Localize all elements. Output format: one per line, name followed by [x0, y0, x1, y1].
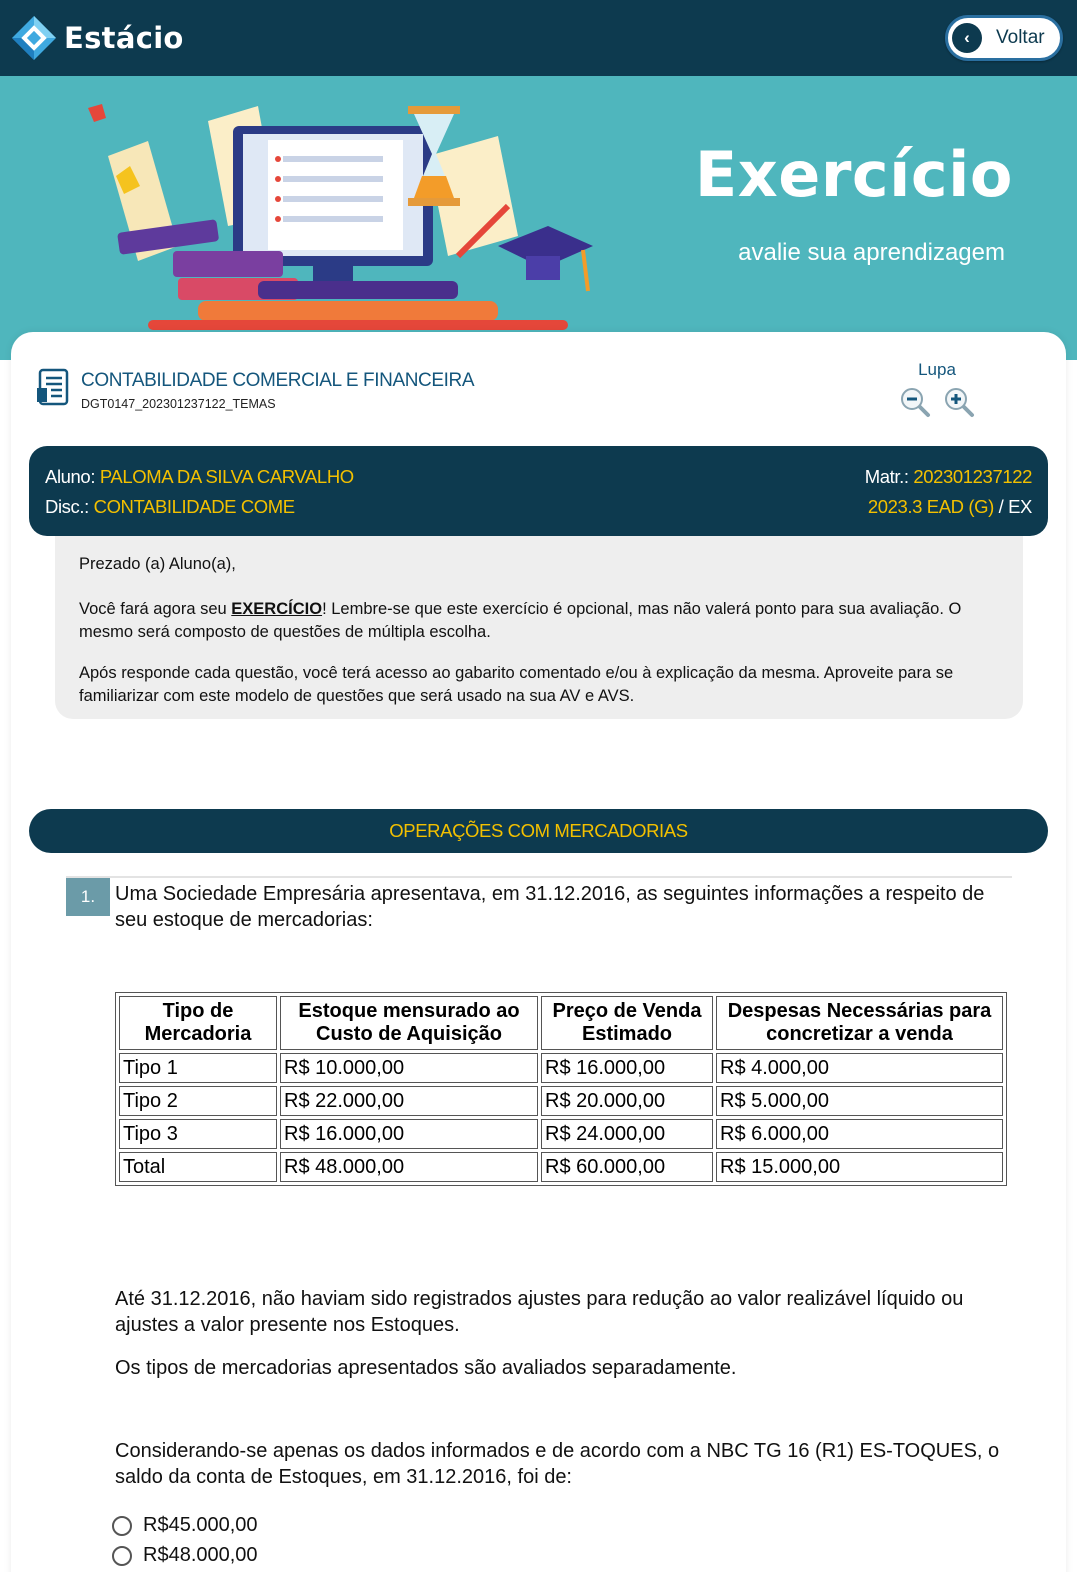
- hero-banner: [0, 76, 1077, 360]
- registration-number: 202301237122: [913, 466, 1032, 487]
- radio-button[interactable]: [112, 1516, 132, 1536]
- table-cell: R$ 15.000,00: [716, 1152, 1003, 1182]
- answer-option-a[interactable]: [112, 1514, 258, 1537]
- document-list-icon: [37, 368, 69, 406]
- zoom-controls: [892, 360, 982, 418]
- term-suffix: / EX: [998, 496, 1032, 517]
- answer-option-label: R$48.000,00: [143, 1544, 258, 1566]
- table-row: [119, 1053, 1003, 1083]
- estacio-logo[interactable]: [10, 14, 184, 62]
- estacio-logo-icon: [10, 14, 58, 62]
- table-row: [119, 1086, 1003, 1116]
- table-cell: R$ 4.000,00: [716, 1053, 1003, 1083]
- chevron-left-icon: ‹: [952, 23, 982, 53]
- table-cell: R$ 24.000,00: [541, 1119, 713, 1149]
- study-illustration: [78, 96, 618, 346]
- table-cell: R$ 20.000,00: [541, 1086, 713, 1116]
- table-header-row: [119, 996, 1003, 1050]
- exercise-emphasis: EXERCÍCIO: [231, 600, 323, 618]
- zoom-in-icon[interactable]: [943, 386, 975, 418]
- back-button[interactable]: [945, 15, 1063, 61]
- table-row: [119, 1152, 1003, 1182]
- table-cell: R$ 16.000,00: [541, 1053, 713, 1083]
- instructions-paragraph-2: Após responde cada questão, você terá acesso ao gabarito comentado e/ou à explicação da mesma. Aproveite para se familiarizar com este modelo de questões que será usado na sua AV e AVS.: [79, 664, 954, 705]
- radio-button[interactable]: [112, 1546, 132, 1566]
- table-row: [119, 1119, 1003, 1149]
- table-cell: R$ 6.000,00: [716, 1119, 1003, 1149]
- question-paragraph-1: Até 31.12.2016, não haviam sido registrados ajustes para redução ao valor realizável líquido ou ajustes a valor presente nos Estoques.: [115, 1288, 964, 1336]
- page-title: Exercício: [694, 138, 1013, 211]
- table-cell: R$ 16.000,00: [280, 1119, 538, 1149]
- table-cell: R$ 10.000,00: [280, 1053, 538, 1083]
- zoom-out-icon[interactable]: [899, 386, 931, 418]
- course-title[interactable]: CONTABILIDADE COMERCIAL E FINANCEIRA: [81, 370, 475, 391]
- table-header: Tipo de Mercadoria: [119, 996, 277, 1050]
- course-header: [37, 368, 475, 411]
- question-divider: [66, 876, 1012, 878]
- table-header: Preço de Venda Estimado: [541, 996, 713, 1050]
- table-cell: R$ 60.000,00: [541, 1152, 713, 1182]
- instructions-paragraph-1: Você fará agora seu EXERCÍCIO! Lembre-se que este exercício é opcional, mas não valerá ponto para sua avaliação. O mesmo será composto de questões de múltipla escolha.: [79, 600, 962, 641]
- table-cell: Tipo 1: [119, 1053, 277, 1083]
- instructions-box: [55, 536, 1023, 719]
- answer-option-b[interactable]: [112, 1544, 258, 1567]
- section-title: OPERAÇÕES COM MERCADORIAS: [29, 809, 1048, 853]
- page-subtitle: avalie sua aprendizagem: [738, 239, 1005, 266]
- term-field: [868, 496, 1032, 518]
- table-cell: R$ 5.000,00: [716, 1086, 1003, 1116]
- back-button-label: Voltar: [996, 27, 1045, 48]
- student-info: [29, 446, 1048, 536]
- term-value: 2023.3 EAD (G): [867, 496, 994, 517]
- top-bar: [0, 0, 1077, 76]
- discipline-field: Disc.: CONTABILIDADE COME: [45, 496, 295, 517]
- table-cell: R$ 22.000,00: [280, 1086, 538, 1116]
- lupa-label: Lupa: [918, 360, 956, 379]
- question-prompt: Considerando-se apenas os dados informados e de acordo com a NBC TG 16 (R1) ES-TOQUES, o saldo da conta de Estoques, em 31.12.2016, foi de:: [115, 1440, 1000, 1488]
- table-cell: Tipo 3: [119, 1119, 277, 1149]
- question-paragraph-2: Os tipos de mercadorias apresentados são avaliados separadamente.: [115, 1357, 737, 1379]
- table-header: Estoque mensurado ao Custo de Aquisição: [280, 996, 538, 1050]
- table-cell: R$ 48.000,00: [280, 1152, 538, 1182]
- question-number: 1.: [66, 878, 110, 916]
- answer-option-label: R$45.000,00: [143, 1514, 258, 1536]
- table-cell: Tipo 2: [119, 1086, 277, 1116]
- logo-text: Estácio: [64, 21, 184, 55]
- inventory-table: [115, 992, 1007, 1186]
- question-intro: Uma Sociedade Empresária apresentava, em 31.12.2016, as seguintes informações a respeito de seu estoque de mercadorias:: [115, 883, 985, 931]
- student-name: PALOMA DA SILVA CARVALHO: [99, 466, 354, 487]
- student-name-field: Aluno: PALOMA DA SILVA CARVALHO: [45, 466, 354, 487]
- course-code: DGT0147_202301237122_TEMAS: [81, 397, 276, 411]
- table-cell: Total: [119, 1152, 277, 1182]
- greeting: Prezado (a) Aluno(a),: [79, 555, 236, 573]
- registration-field: Matr.: 202301237122: [864, 466, 1032, 487]
- discipline-name: CONTABILIDADE COME: [93, 496, 295, 517]
- table-header: Despesas Necessárias para concretizar a venda: [716, 996, 1003, 1050]
